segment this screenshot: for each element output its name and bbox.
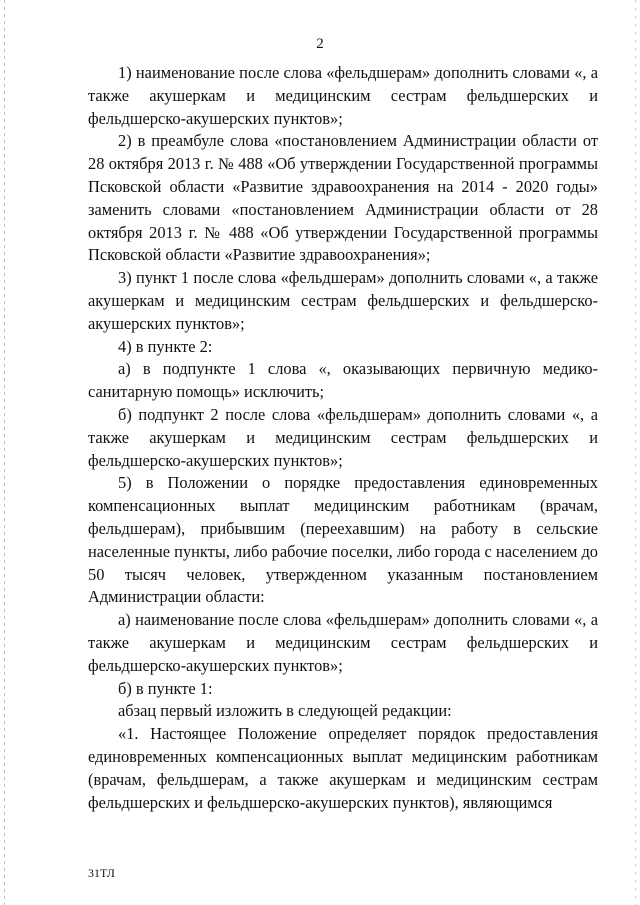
paragraph-4: 4) в пункте 2: (118, 336, 213, 356)
scan-edge-right (635, 0, 636, 905)
paragraph-6: б) подпункт 2 после слова «фельдшерам» дополнить словами «, а также акушеркам и медицинским сестрам фельдшерских и фельдшерско-акушерских пунктов»; (88, 404, 598, 470)
page-number: 2 (316, 36, 324, 52)
paragraph-3: 3) пункт 1 после слова «фельдшерам» дополнить словами «, а также акушеркам и медицинским сестрам фельдшерских и фельдшерско-акушерских пунктов»; (88, 268, 598, 333)
paragraph-10: абзац первый изложить в следующей редакции: (118, 701, 452, 721)
paragraph-8: а) наименование после слова «фельдшерам» дополнить словами «, а также акушеркам и медицинским сестрам фельдшерских и фельдшерско-акушерских пунктов»; (88, 610, 598, 675)
paragraph-1: 1) наименование после слова «фельдшерам» дополнить словами «, а также акушеркам и медицинским сестрам фельдшерских и фельдшерско-акушерских пунктов»; (88, 63, 598, 128)
footer-document-code: 31ТЛ (88, 866, 115, 880)
scan-edge-left (4, 0, 5, 905)
document-body (88, 62, 598, 814)
paragraph-2: 2) в преамбуле слова «постановлением Администрации области от 28 октября 2013 г. № 488 «Об утверждении Государственной программы Псковской области «Развитие здравоохранения на 2014 - 2020 годы» заменить словами «постановлением Администрации области от 28 октября 2013 г. № 488 «Об утверждении Государственной программы Псковской области «Развитие здравоохранения»; (88, 131, 598, 265)
paragraph-5: а) в подпункте 1 слова «, оказывающих первичную медико-санитарную помощь» исключить; (88, 359, 598, 402)
paragraph-7: 5) в Положении о порядке предоставления единовременных компенсационных выплат медицинским работникам (врачам, фельдшерам), прибывшим (переехавшим) на работу в сельские населенные пункты, либо рабочие поселки, либо города с населением до 50 тысяч человек, утвержденном указанным постановлением Администрации области: (88, 473, 598, 607)
paragraph-9: б) в пункте 1: (118, 678, 213, 698)
paragraph-11: «1. Настоящее Положение определяет порядок предоставления единовременных компенсационных выплат медицинским работникам (врачам, фельдшерам, а также акушеркам и медицинским сестрам фельдшерских и фельдшерско-акушерских пунктов), являющимся (88, 724, 598, 812)
